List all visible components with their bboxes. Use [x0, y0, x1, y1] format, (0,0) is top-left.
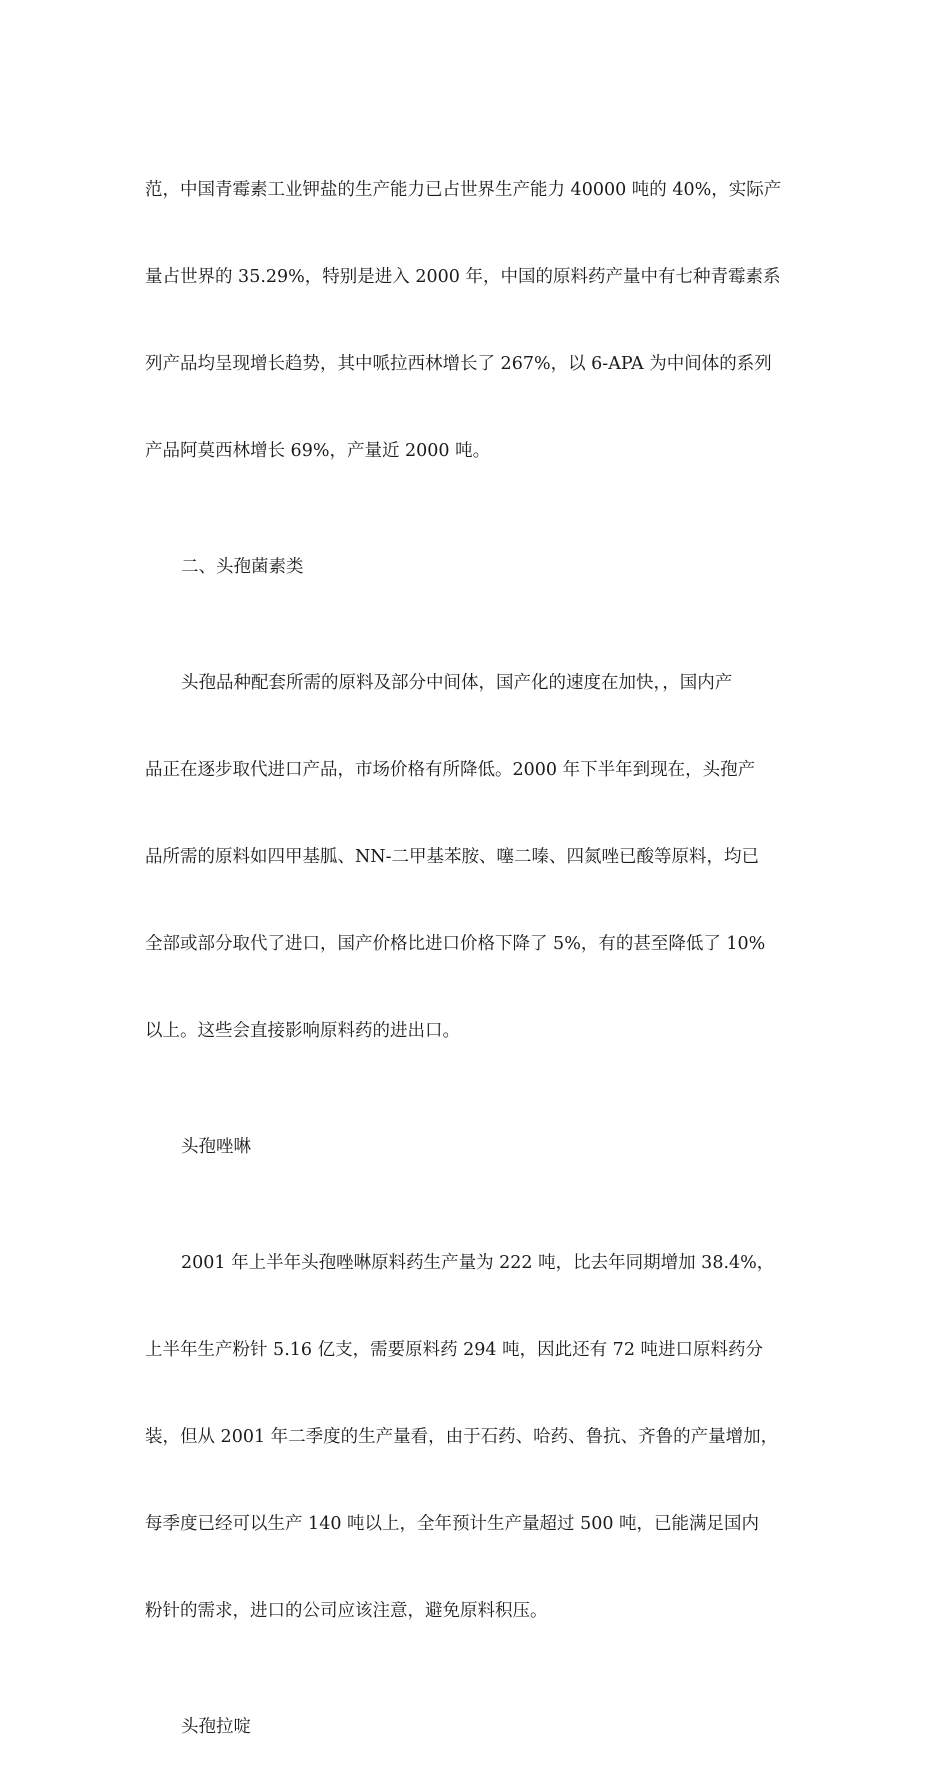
text-line: 装，但从 2001 年二季度的生产量看，由于石药、哈药、鲁抗、齐鲁的产量增加，: [145, 1427, 779, 1447]
text-line: 范，中国青霉素工业钾盐的生产能力已占世界生产能力 40000 吨的 40%，实际产: [145, 180, 782, 200]
text-line: 列产品均呈现增长趋势，其中哌拉西林增长了 267%，以 6-APA 为中间体的系列: [145, 354, 772, 374]
text-line: 粉针的需求，进口的公司应该注意，避免原料积压。: [145, 1601, 548, 1621]
paragraph-penicillin-capacity: [145, 118, 815, 524]
text-line: 产品阿莫西林增长 69%，产量近 2000 吨。: [145, 441, 491, 461]
text-line: 品正在逐步取代进口产品，市场价格有所降低。2000 年下半年到现在，头孢产: [145, 760, 756, 780]
text-line: 2001 年上半年头孢唑啉原料药生产量为 222 吨，比去年同期增加 38.4%，: [181, 1253, 775, 1273]
document-body: [145, 118, 815, 1771]
text-line: 上半年生产粉针 5.16 亿支，需要原料药 294 吨，因此还有 72 吨进口原料药分: [145, 1340, 764, 1360]
text-line: 量占世界的 35.29%，特别是进入 2000 年，中国的原料药产量中有七种青霉素系: [145, 267, 781, 287]
text-line: 每季度已经可以生产 140 吨以上，全年预计生产量超过 500 吨，已能满足国内: [145, 1514, 760, 1534]
subheading-cefazolin: 头孢唑啉: [181, 1137, 251, 1157]
text-line: 全部或部分取代了进口，国产价格比进口价格下降了 5%，有的甚至降低了 10%: [145, 934, 766, 954]
text-line: 头孢品种配套所需的原料及部分中间体，国产化的速度在加快，，国内产: [181, 673, 733, 693]
section-heading-cephalosporins: 二、头孢菌素类: [181, 557, 304, 577]
paragraph-cefazolin-production: [145, 1191, 815, 1684]
text-line: 以上。这些会直接影响原料药的进出口。: [145, 1021, 460, 1041]
paragraph-cephalosporin-materials: [145, 611, 815, 1104]
text-line: 品所需的原料如四甲基胍、NN-二甲基苯胺、噻二嗪、四氮唑已酸等原料，均已: [145, 847, 760, 867]
subheading-cefradine: 头孢拉啶: [181, 1717, 251, 1737]
